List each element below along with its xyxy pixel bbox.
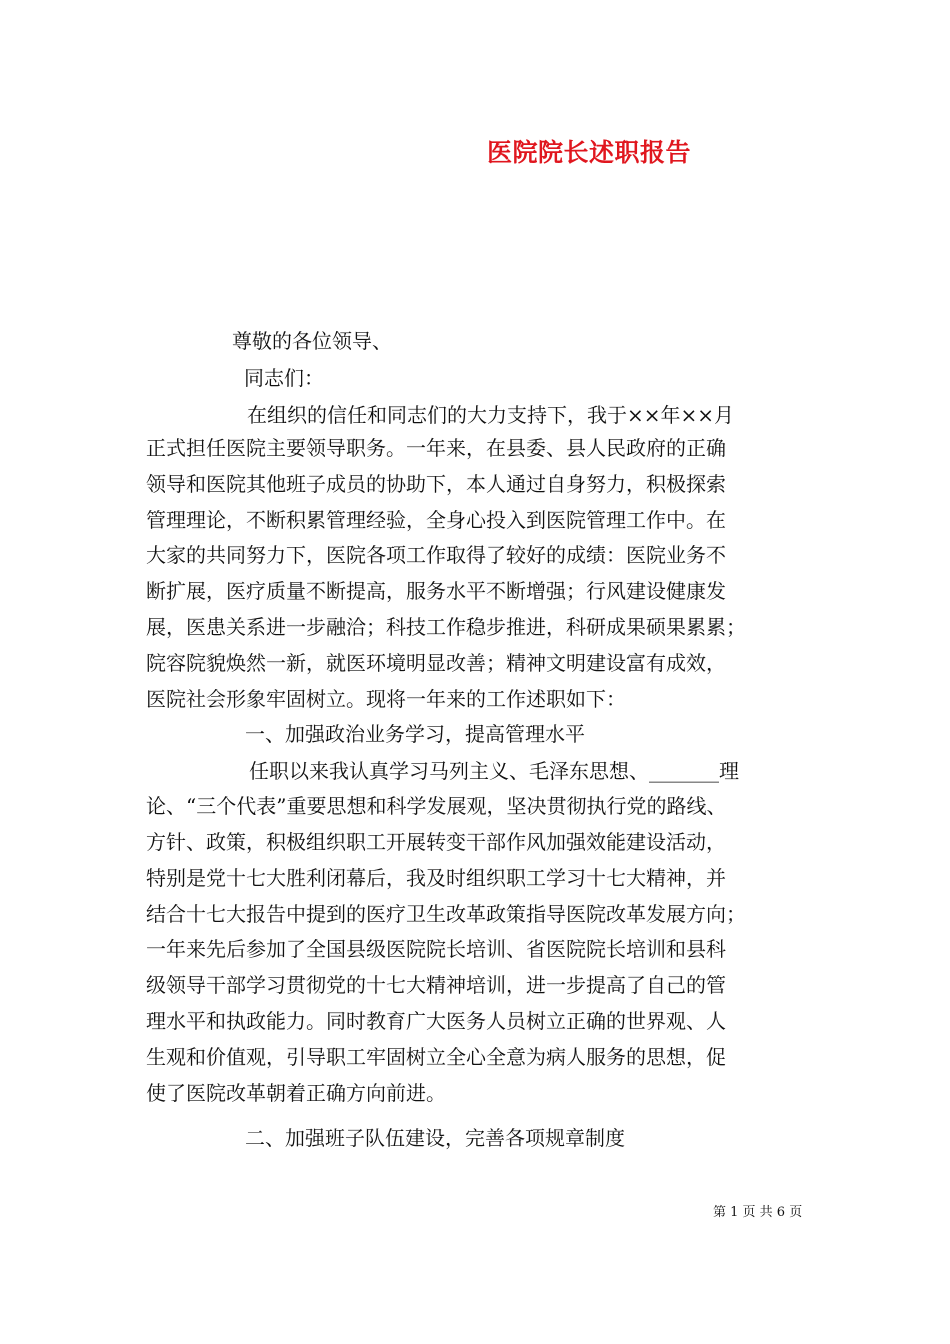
paragraph-line: 方针、政策，积极组织职工开展转变干部作风加强效能建设活动， bbox=[146, 830, 726, 854]
paragraph-line: 使了医院改革朝着正确方向前进。 bbox=[146, 1081, 446, 1105]
section-heading: 二、加强班子队伍建设，完善各项规章制度 bbox=[245, 1126, 625, 1150]
paragraph-line: 正式担任医院主要领导职务。一年来，在县委、县人民政府的正确 bbox=[146, 436, 726, 460]
paragraph-line: 生观和价值观，引导职工牢固树立全心全意为病人服务的思想，促 bbox=[146, 1045, 726, 1069]
paragraph-line: 在组织的信任和同志们的大力支持下，我于××年××月 bbox=[247, 403, 735, 427]
paragraph-line: 级领导干部学习贯彻党的十七大精神培训，进一步提高了自己的管 bbox=[146, 973, 726, 997]
paragraph-line: 特别是党十七大胜利闭幕后，我及时组织职工学习十七大精神，并 bbox=[146, 866, 726, 890]
section-heading: 一、加强政治业务学习，提高管理水平 bbox=[245, 722, 585, 746]
paragraph-line: 断扩展，医疗质量不断提高，服务水平不断增强；行风建设健康发 bbox=[146, 579, 726, 603]
paragraph-line: 一年来先后参加了全国县级医院院长培训、省医院院长培训和县科 bbox=[146, 937, 726, 961]
paragraph-line: 领导和医院其他班子成员的协助下，本人通过自身努力，积极探索 bbox=[146, 472, 726, 496]
paragraph-line: 医院社会形象牢固树立。现将一年来的工作述职如下： bbox=[146, 687, 626, 711]
paragraph-line: 大家的共同努力下，医院各项工作取得了较好的成绩：医院业务不 bbox=[146, 543, 726, 567]
paragraph-line: 结合十七大报告中提到的医疗卫生改革政策指导医院改革发展方向； bbox=[146, 902, 746, 926]
paragraph-line: 任职以来我认真学习马列主义、毛泽东思想、_______理 bbox=[249, 759, 739, 783]
document-title: 医院院长述职报告 bbox=[487, 138, 692, 167]
paragraph-line: 院容院貌焕然一新，就医环境明显改善；精神文明建设富有成效， bbox=[146, 651, 726, 675]
page-footer: 第 1 页 共 6 页 bbox=[713, 1205, 803, 1220]
paragraph-line: 管理理论，不断积累管理经验，全身心投入到医院管理工作中。在 bbox=[146, 508, 726, 532]
paragraph-line: 理水平和执政能力。同时教育广大医务人员树立正确的世界观、人 bbox=[146, 1009, 726, 1033]
salutation-line: 同志们： bbox=[244, 366, 324, 390]
paragraph-line: 展，医患关系进一步融洽；科技工作稳步推进，科研成果硕果累累； bbox=[146, 615, 746, 639]
salutation-line: 尊敬的各位领导、 bbox=[232, 329, 392, 353]
paragraph-line: 论、“三个代表”重要思想和科学发展观，坚决贯彻执行党的路线、 bbox=[146, 794, 727, 818]
